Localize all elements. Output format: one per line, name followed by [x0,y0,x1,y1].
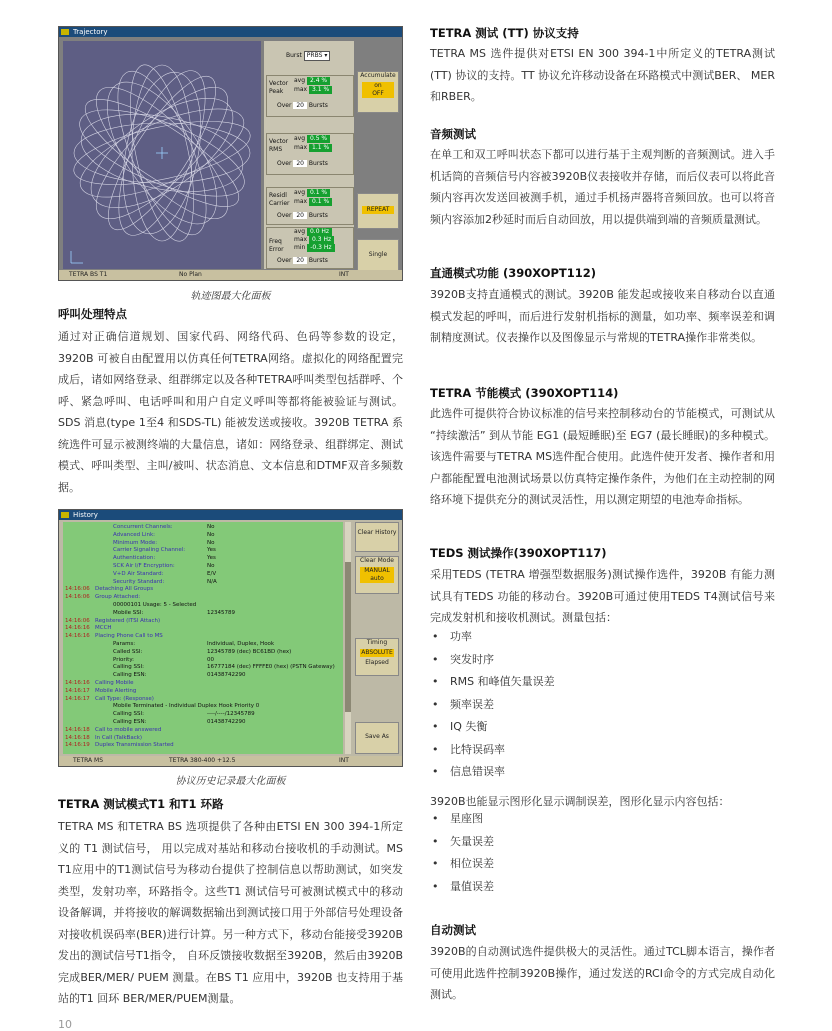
log-timestamp: 14:16:06 [65,617,90,624]
vector-rms-group: Vector RMS avg 0.5 % max 1.1 % Over 20 Bursts [266,133,354,175]
log-text: Priority: [113,656,135,663]
figure-caption: 协议历史记录最大化面板 [175,776,286,787]
history-log-line [65,547,216,554]
section-body: 3920B也能显示图形化显示调制误差，图形化显示内容包括： [430,795,730,808]
history-log-line [65,688,207,695]
section-title: TETRA 节能模式 (390XOPT114) [430,386,619,400]
log-text: Called SSI: [113,648,143,655]
log-value: 01438742290 [207,719,246,725]
log-text: Calling SSI: [113,664,144,671]
measurement-list [430,626,775,784]
trajectory-plot [63,41,261,269]
log-value: ----/----/12345789 [207,711,255,718]
list-item: • 突发时序 [430,649,775,672]
log-text: Calling ESN: [113,719,147,725]
log-value: No [207,531,215,538]
burst-select[interactable]: PRBS ▾ [304,51,331,61]
history-log-line [65,571,216,578]
history-log-line [65,579,217,586]
section-body: 在单工和双工呼叫状态下都可以进行基于主观判断的音频测试。进入手机话筒的音频信号内容被3920B仪表接收并存储，而后仪表可以将此音频内容再次发送回被测手机，通过手机扬声器将音频回放。也可以将音频内容添加2秒延时而后自动回放，用以提供端到端的音频质量测试。 [430,148,775,226]
section-body: 此选件可提供符合协议标准的信号来控制移动台的节能模式，可测试从 “持续激活” 到从节能 EG1 (最短睡眠)至 EG7 (最长睡眠)的多种模式。该选件需要与TETRA MS选件配合使用。此选件使开发者、操作者和用户都能配置电池测试场景以仿真特定操作条件，为他们在主动控制的网络环境下提供充分的测试灵活性，用以测定期望的电池寿命指标。 [430,407,775,506]
log-timestamp: 14:16:17 [65,687,90,694]
list-item: • 星座图 [430,808,775,831]
section-body: 3920B支持直通模式的测试。3920B 能发起或接收来自移动台以直通模式发起的呼叫，而后进行发射机指标的测量，如功率、频率误差和调制精度测试。仪表操作以及图像显示与常规的TETRA操作非常类似。 [430,288,775,344]
log-value: 12345789 [207,609,235,616]
history-log-line [65,680,207,687]
list-item: • 比特误码率 [430,739,775,762]
history-log-line [65,672,246,679]
log-value: No [207,539,215,546]
log-timestamp: 14:16:16 [65,625,90,632]
history-log-line [65,602,207,609]
log-timestamp: 14:16:06 [65,594,90,601]
section-body: 3920B的自动测试选件提供极大的灵活性。通过TCL脚本语言，操作者可使用此选件控制3920B操作，通过发送的RCI命令的方式完成自动化测试。 [430,945,775,1001]
log-text: Calling ESN: [113,672,147,679]
list-item: • 量值误差 [430,876,775,899]
history-log-line [65,540,214,547]
section-body: 通过对正确信道规划、国家代码、网络代码、色码等参数的设定，3920B 可被自由配置用以仿真任何TETRA网络。虚拟化的网络配置完成后，诸如网络登录、组群绑定以及各种TETRA呼叫类型包括群呼、个呼、紧急呼叫、电话呼叫和用户自定义呼叫等都将能被验证与测试。SDS 消息(type 1至4 和SDS-TL) 能被发送或接收。3920B TETRA 系统选件可显示被测终端的大量信息，诸如：网络登录、组群绑定、测试模式、呼叫类型、主叫/被叫、状态消息、文本信息和DTMF双音多频数据。 [58,330,403,494]
trajectory-statusbar: TETRA BS T1 No Plan INT [59,270,402,280]
log-value: 16777184 (dec) FFFFE0 (hex) (PSTN Gateway) [207,664,335,671]
history-log-line [65,742,207,749]
burst-label: Burst [286,52,302,59]
history-log-line [65,641,274,648]
log-text: Registered (ITSI Attach) [95,617,161,624]
log-text: Mobile SSI: [113,609,144,616]
log-text: V+D Air Standard: [113,570,164,577]
trajectory-screenshot [58,26,403,281]
history-title: History [73,511,98,519]
log-timestamp: 14:16:18 [65,726,90,733]
trajectory-titlebar [59,27,402,37]
section-body: TETRA MS 和TETRA BS 选项提供了各种由ETSI EN 300 394-1所定义的 T1 测试信号， 用以完成对基站和移动台接收机的手动测试。MS T1应用中的T1测试信号为移动台提供了控制信息以帮助测试，如突发类型，发射功率，环路指令。这些T1 测试信号可被测试模式中的移动设备解调，并将接收的解调数据输出到测试接口用于外部信号处理设备对接收机误码率(BER)进行计算。另一种方式下，移动台能接受3920B发出的测试信号T1指令， 自环反馈接收数据至3920B，然后由3920B完成BER/MER/ PUEM 测量。在BS T1 应用中，3920B 也支持用于基站的T1 回环 BER/MER/PUEM测量。 [58,820,403,1005]
list-item: • 相位误差 [430,853,775,876]
list-item: • RMS 和峰值矢量误差 [430,671,775,694]
window-icon [61,512,69,518]
history-log-line [65,696,207,703]
history-screenshot [58,509,403,767]
list-item: • 信息错误率 [430,761,775,784]
log-text: Minimum Mode: [113,539,158,546]
log-value: 12345789 (dec) BC61BD (hex) [207,648,292,655]
history-statusbar: TETRA MS TETRA 380-400 +12.5 INT [59,756,402,766]
log-text: Authentication: [113,555,156,562]
log-text: Mobile Alerting [95,687,137,694]
log-timestamp: 14:16:19 [65,742,90,749]
section-body: TETRA MS 选件提供对ETSI EN 300 394-1中所定义的TETRA测试(TT) 协议的支持。TT 协议允许移动设备在环路模式中测试BER、 MER 和RBER。 [430,47,775,103]
log-value: No [207,524,215,530]
log-timestamp: 14:16:06 [65,586,90,593]
log-value: 01438742290 [207,672,246,679]
list-item: • IQ 失衡 [430,716,775,739]
history-log-line [65,594,207,601]
list-item: • 功率 [430,626,775,649]
section-title: 直通模式功能 (390XOPT112) [430,266,597,280]
log-value: N/A [207,578,217,585]
log-text: Params: [113,641,136,647]
log-timestamp: 14:16:16 [65,680,90,686]
freq-error-group: Freq Error avg 0.0 Hz max 0.3 Hz min -0.3 Hz Over 20 Bursts [266,227,354,269]
section-title: TETRA 测试 (TT) 协议支持 [430,26,579,40]
log-value: No [207,563,215,569]
section-title: TEDS 测试操作(390XOPT117) [430,546,607,560]
history-log-line [65,625,207,632]
over-input[interactable]: 20 [293,102,307,109]
page-number: 10 [58,1018,72,1031]
log-text: Calling SSI: [113,711,144,718]
log-text: Group Attached: [95,594,141,601]
log-text: MCCH [95,625,112,632]
log-text: Detaching All Groups [95,586,154,593]
clear-history-button[interactable]: Clear History [355,522,399,552]
figure-caption: 轨迹图最大化面板 [190,291,271,302]
log-text: 00000101 Usage: 5 - Selected [113,602,197,608]
history-titlebar [59,510,402,520]
log-text: SCK Air I/F Encryption: [113,563,175,569]
over-input[interactable]: 20 [293,257,307,264]
history-log-line [65,633,207,640]
history-log-line [65,703,260,710]
log-value: E/V [207,570,217,577]
history-log-line [65,563,214,570]
history-log-line [65,586,207,593]
log-text: In Call (TalkBack) [95,734,143,741]
log-text: Mobile Terminated - Individual Duplex Hook Priority 0 [113,703,260,710]
log-timestamp: 14:16:17 [65,695,90,702]
log-value: Yes [207,555,216,562]
history-log-line [65,711,255,718]
display-list [430,808,775,898]
history-scrollbar[interactable] [345,522,351,754]
history-log-line [65,719,246,726]
log-text: Security Standard: [113,578,165,585]
timing-button[interactable]: Timing ABSOLUTE Elapsed [355,638,399,676]
log-text: Calling Mobile [95,680,134,686]
measurement-panel [264,41,354,269]
log-value: 00 [207,656,214,663]
history-log-line [65,727,207,734]
history-log-line [65,618,207,625]
log-text: Call Type: (Response) [95,695,154,702]
log-text: Placing Phone Call to MS [95,633,163,640]
section-title: 呼叫处理特点 [58,307,127,321]
log-value: Individual, Duplex, Hook [207,641,275,647]
history-log-line [65,610,235,617]
log-text: Advanced Link: [113,531,156,538]
vector-peak-group: Vector Peak avg 2.4 % max 3.1 % Over 20 Bursts [266,75,354,117]
save-as-button[interactable]: Save As [355,722,399,754]
list-item: • 频率误差 [430,694,775,717]
trajectory-plot-svg [63,41,261,269]
clear-mode-button[interactable]: Clear Mode MANUAL auto [355,556,399,594]
trajectory-title: Trajectory [73,28,108,36]
section-title: 音频测试 [430,127,476,141]
history-log-line [65,532,214,539]
log-value: Yes [207,547,216,554]
history-log-line [65,524,214,531]
log-timestamp: 14:16:16 [65,633,90,640]
log-text: Concurrent Channels: [113,524,173,530]
history-log [63,522,343,754]
residual-carrier-group: Residl Carrier avg 0.1 % max 0.1 % Over 20 Bursts [266,187,354,225]
log-timestamp: 14:16:18 [65,734,90,741]
accumulate-button[interactable]: Accumulate on OFF [357,71,399,113]
log-text: Call to mobile answered [95,726,162,733]
list-item: • 矢量误差 [430,831,775,854]
chevron-down-icon: ▾ [324,52,328,59]
repeat-button[interactable]: REPEAT [357,193,399,229]
single-button[interactable]: Single [357,239,399,271]
history-log-line [65,664,335,671]
history-log-line [65,649,291,656]
section-title: 自动测试 [430,923,476,937]
over-input[interactable]: 20 [293,160,307,167]
history-log-line [65,657,214,664]
log-text: Carrier Signaling Channel: [113,547,186,554]
history-log-line [65,735,207,742]
section-title: TETRA 测试模式T1 和T1 环路 [58,797,224,811]
history-log-line [65,555,216,562]
section-body: 采用TEDS (TETRA 增强型数据服务)测试操作选件，3920B 有能力测试具有TEDS 功能的移动台。3920B可通过使用TEDS T4测试信号来完成发射机和接收机测试。测量包括： [430,568,775,624]
over-input[interactable]: 20 [293,212,307,219]
log-text: Duplex Transmission Started [95,742,174,749]
window-icon [61,29,69,35]
